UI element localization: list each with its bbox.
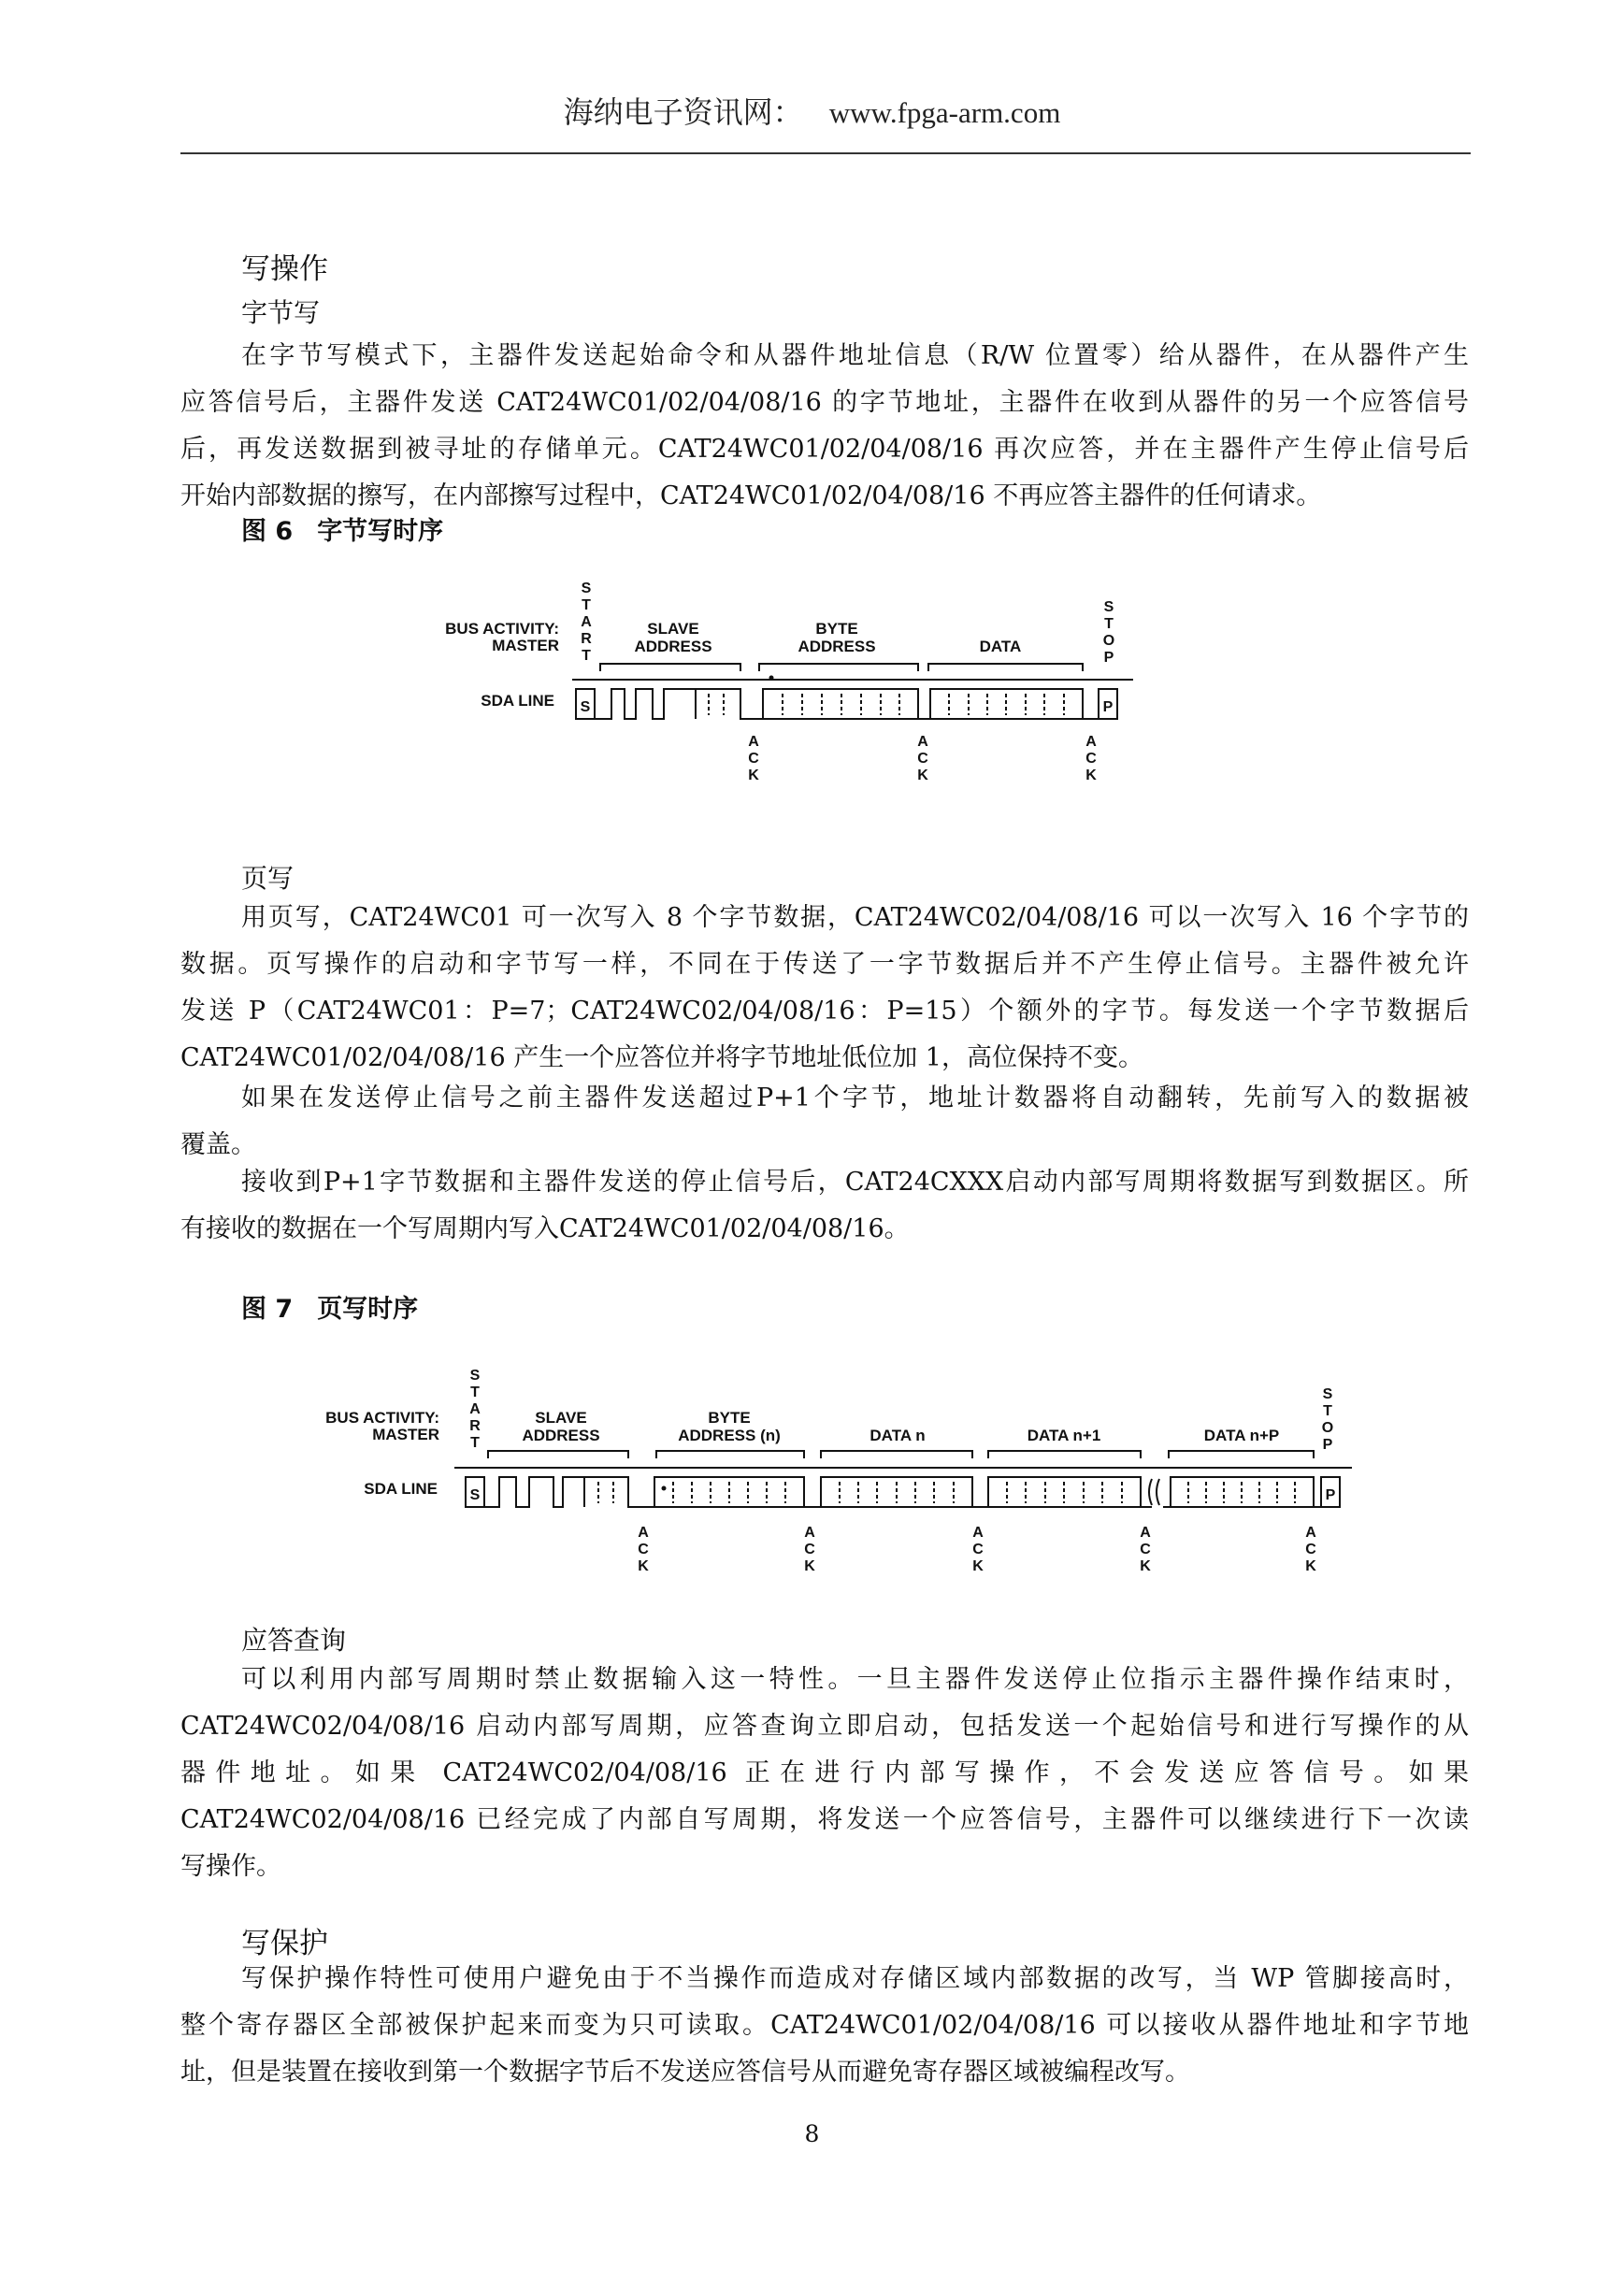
svg-text:K: K <box>917 768 928 783</box>
data-n-label: DATA n <box>869 1427 926 1444</box>
svg-text:A: A <box>972 1525 984 1541</box>
svg-text:K: K <box>972 1558 984 1574</box>
header-divider <box>180 152 1471 154</box>
svg-text:C: C <box>917 751 928 767</box>
svg-text:A: A <box>581 614 592 630</box>
svg-text:R: R <box>581 631 592 647</box>
byte-write-timing-diagram <box>411 570 1159 795</box>
svg-text:K: K <box>1085 768 1097 783</box>
svg-text:S: S <box>1322 1386 1333 1402</box>
text-line: 接收到P+1字节数据和主器件发送的停止信号后，CAT24CXXX启动内部写周期将数据写到数据区。所 <box>241 1168 1469 1197</box>
subsection-title-page-write: 页写 <box>241 863 295 894</box>
text-line: CAT24WC02/04/08/16 已经完成了内部自写周期，将发送一个应答信号，主器件可以继续进行下一次读 <box>180 1805 1469 1834</box>
svg-text:K: K <box>1305 1558 1316 1574</box>
figure-7-caption <box>241 1288 418 1325</box>
svg-text:T: T <box>470 1385 480 1400</box>
svg-text:A: A <box>1305 1525 1316 1541</box>
section-title-write-operation: 写操作 <box>241 252 328 286</box>
sda-waveform <box>576 689 1117 719</box>
svg-text:A: A <box>638 1525 649 1541</box>
sda-line-label: SDA LINE <box>364 1480 438 1498</box>
svg-text:T: T <box>1104 616 1114 632</box>
byte-address-label-2: ADDRESS <box>798 638 876 655</box>
svg-text:C: C <box>804 1542 815 1557</box>
stop-label <box>1103 599 1114 666</box>
svg-text:T: T <box>582 648 591 664</box>
svg-text:A: A <box>1085 734 1097 750</box>
text-line: 发送 P（CAT24WC01：P=7；CAT24WC02/04/08/16：P=15）个额外的字节。每发送一个字节数据后 <box>180 997 1469 1026</box>
svg-text:S: S <box>581 581 592 596</box>
svg-text:K: K <box>804 1558 815 1574</box>
field-brackets <box>488 1451 1314 1458</box>
svg-text:R: R <box>469 1418 481 1434</box>
svg-text:C: C <box>638 1542 649 1557</box>
master-label: MASTER <box>372 1426 439 1443</box>
sda-line-label: SDA LINE <box>481 692 554 710</box>
text-line: 覆盖。 <box>180 1130 256 1159</box>
svg-text:S: S <box>1103 599 1114 615</box>
master-label: MASTER <box>492 637 559 654</box>
svg-text:K: K <box>1140 1558 1151 1574</box>
byte-address-label-1: BYTE <box>708 1409 751 1427</box>
text-line: 开始内部数据的擦写，在内部擦写过程中，CAT24WC01/02/04/08/16 不再应答主器件的任何请求。 <box>180 481 1322 510</box>
ack-label <box>748 734 1097 783</box>
subsection-title-byte-write: 字节写 <box>241 297 321 328</box>
text-line: 后，再发送数据到被寻址的存储单元。CAT24WC01/02/04/08/16 再次应答，并在主器件产生停止信号后 <box>180 435 1469 464</box>
ack-polling-paragraph <box>180 1657 1469 1890</box>
page-write-paragraph-1 <box>180 895 1469 1082</box>
page-number: 8 <box>804 2120 820 2147</box>
svg-text:A: A <box>1140 1525 1151 1541</box>
page-write-paragraph-3 <box>180 1159 1469 1253</box>
svg-text:A: A <box>917 734 928 750</box>
svg-text:A: A <box>469 1401 481 1417</box>
svg-text:C: C <box>748 751 759 767</box>
text-line: 址，但是装置在接收到第一个数据字节后不发送应答信号从而避免寄存器区域被编程改写。 <box>180 2058 1190 2087</box>
figure-7-number: 图 7 <box>241 1295 294 1324</box>
svg-text:C: C <box>1085 751 1097 767</box>
slave-address-label-2: ADDRESS <box>522 1427 600 1444</box>
stop-condition-p: P <box>1325 1487 1336 1503</box>
byte-address-label-2: ADDRESS (n) <box>678 1427 781 1444</box>
svg-text:C: C <box>1305 1542 1316 1557</box>
svg-text:T: T <box>1323 1403 1332 1419</box>
field-brackets <box>600 664 1083 671</box>
header-site-name: 海纳电子资讯网： <box>563 94 803 130</box>
text-line: 写操作。 <box>180 1852 281 1881</box>
text-line: 写保护操作特性可使用户避免由于不当操作而造成对存储区域内部数据的改写，当 WP 管脚接高时， <box>241 1964 1469 1993</box>
svg-text:O: O <box>1321 1420 1334 1436</box>
svg-text:A: A <box>748 734 759 750</box>
page-write-timing-diagram <box>299 1356 1421 1599</box>
svg-text:C: C <box>972 1542 984 1557</box>
text-line: 应答信号后，主器件发送 CAT24WC01/02/04/08/16 的字节地址，主器件在收到从器件的另一个应答信号 <box>180 388 1469 417</box>
data-n-plus-1-label: DATA n+1 <box>1027 1427 1101 1444</box>
svg-text:P: P <box>1103 650 1114 666</box>
start-condition-s: S <box>469 1487 481 1503</box>
byte-write-paragraph <box>180 333 1469 520</box>
text-line: 器件地址。如果 CAT24WC02/04/08/16 正在进行内部写操作，不会发送应答信号。如果 <box>180 1758 1469 1787</box>
text-line: 数据。页写操作的启动和字节写一样，不同在于传送了一字节数据后并不产生停止信号。主器件被允许 <box>180 950 1469 979</box>
slave-address-label-1: SLAVE <box>647 620 699 638</box>
figure-7-title: 页写时序 <box>317 1295 419 1324</box>
svg-text:A: A <box>804 1525 815 1541</box>
svg-text:P: P <box>1322 1437 1333 1453</box>
text-line: CAT24WC01/02/04/08/16 产生一个应答位并将字节地址低位加 1，高位保持不变。 <box>180 1043 1143 1072</box>
data-n-plus-p-label: DATA n+P <box>1203 1427 1280 1444</box>
text-line: 整个寄存器区全部被保护起来而变为只可读取。CAT24WC01/02/04/08/16 可以接收从器件地址和字节地 <box>180 2011 1469 2040</box>
stop-condition-p: P <box>1102 699 1114 715</box>
text-line: 如果在发送停止信号之前主器件发送超过P+1个字节，地址计数器将自动翻转，先前写入的数据被 <box>241 1083 1469 1112</box>
start-label <box>469 1368 481 1451</box>
text-line: 在字节写模式下，主器件发送起始命令和从器件地址信息（R/W 位置零）给从器件，在从器件产生 <box>241 341 1469 370</box>
text-line: 有接收的数据在一个写周期内写入CAT24WC01/02/04/08/16。 <box>180 1214 910 1243</box>
svg-text:C: C <box>1140 1542 1151 1557</box>
byte-address-label-1: BYTE <box>815 620 858 638</box>
stop-label <box>1322 1386 1333 1453</box>
bus-activity-label: BUS ACTIVITY: <box>325 1409 439 1427</box>
ack-label <box>638 1525 1316 1574</box>
svg-text:T: T <box>582 597 591 613</box>
svg-text:K: K <box>638 1558 649 1574</box>
sda-waveform <box>466 1477 1340 1507</box>
svg-text:O: O <box>1102 633 1115 649</box>
start-condition-s: S <box>580 699 591 715</box>
slave-address-label-2: ADDRESS <box>634 638 712 655</box>
bus-activity-label: BUS ACTIVITY: <box>445 620 559 638</box>
svg-text:T: T <box>470 1435 480 1451</box>
section-title-write-protect: 写保护 <box>241 1927 328 1960</box>
page-write-paragraph-2 <box>180 1075 1469 1169</box>
start-label <box>581 581 592 664</box>
subsection-title-ack-polling: 应答查询 <box>241 1625 347 1656</box>
slave-address-label-1: SLAVE <box>535 1409 587 1427</box>
svg-text:K: K <box>748 768 759 783</box>
svg-text:S: S <box>469 1368 481 1384</box>
data-label: DATA <box>979 638 1022 655</box>
figure-6-caption <box>241 510 443 547</box>
text-line: 用页写，CAT24WC01 可一次写入 8 个字节数据，CAT24WC02/04/08/16 可以一次写入 16 个字节的 <box>241 903 1469 932</box>
write-protect-paragraph <box>180 1956 1469 2096</box>
figure-6-number: 图 6 <box>241 517 294 546</box>
text-line: CAT24WC02/04/08/16 启动内部写周期，应答查询立即启动，包括发送一个起始信号和进行写操作的从 <box>180 1712 1469 1741</box>
figure-6-title: 字节写时序 <box>317 517 444 546</box>
text-line: 可以利用内部写周期时禁止数据输入这一特性。一旦主器件发送停止位指示主器件操作结束时， <box>241 1665 1469 1694</box>
page-header <box>0 89 1624 132</box>
header-site-url: www.fpga-arm.com <box>828 96 1061 129</box>
